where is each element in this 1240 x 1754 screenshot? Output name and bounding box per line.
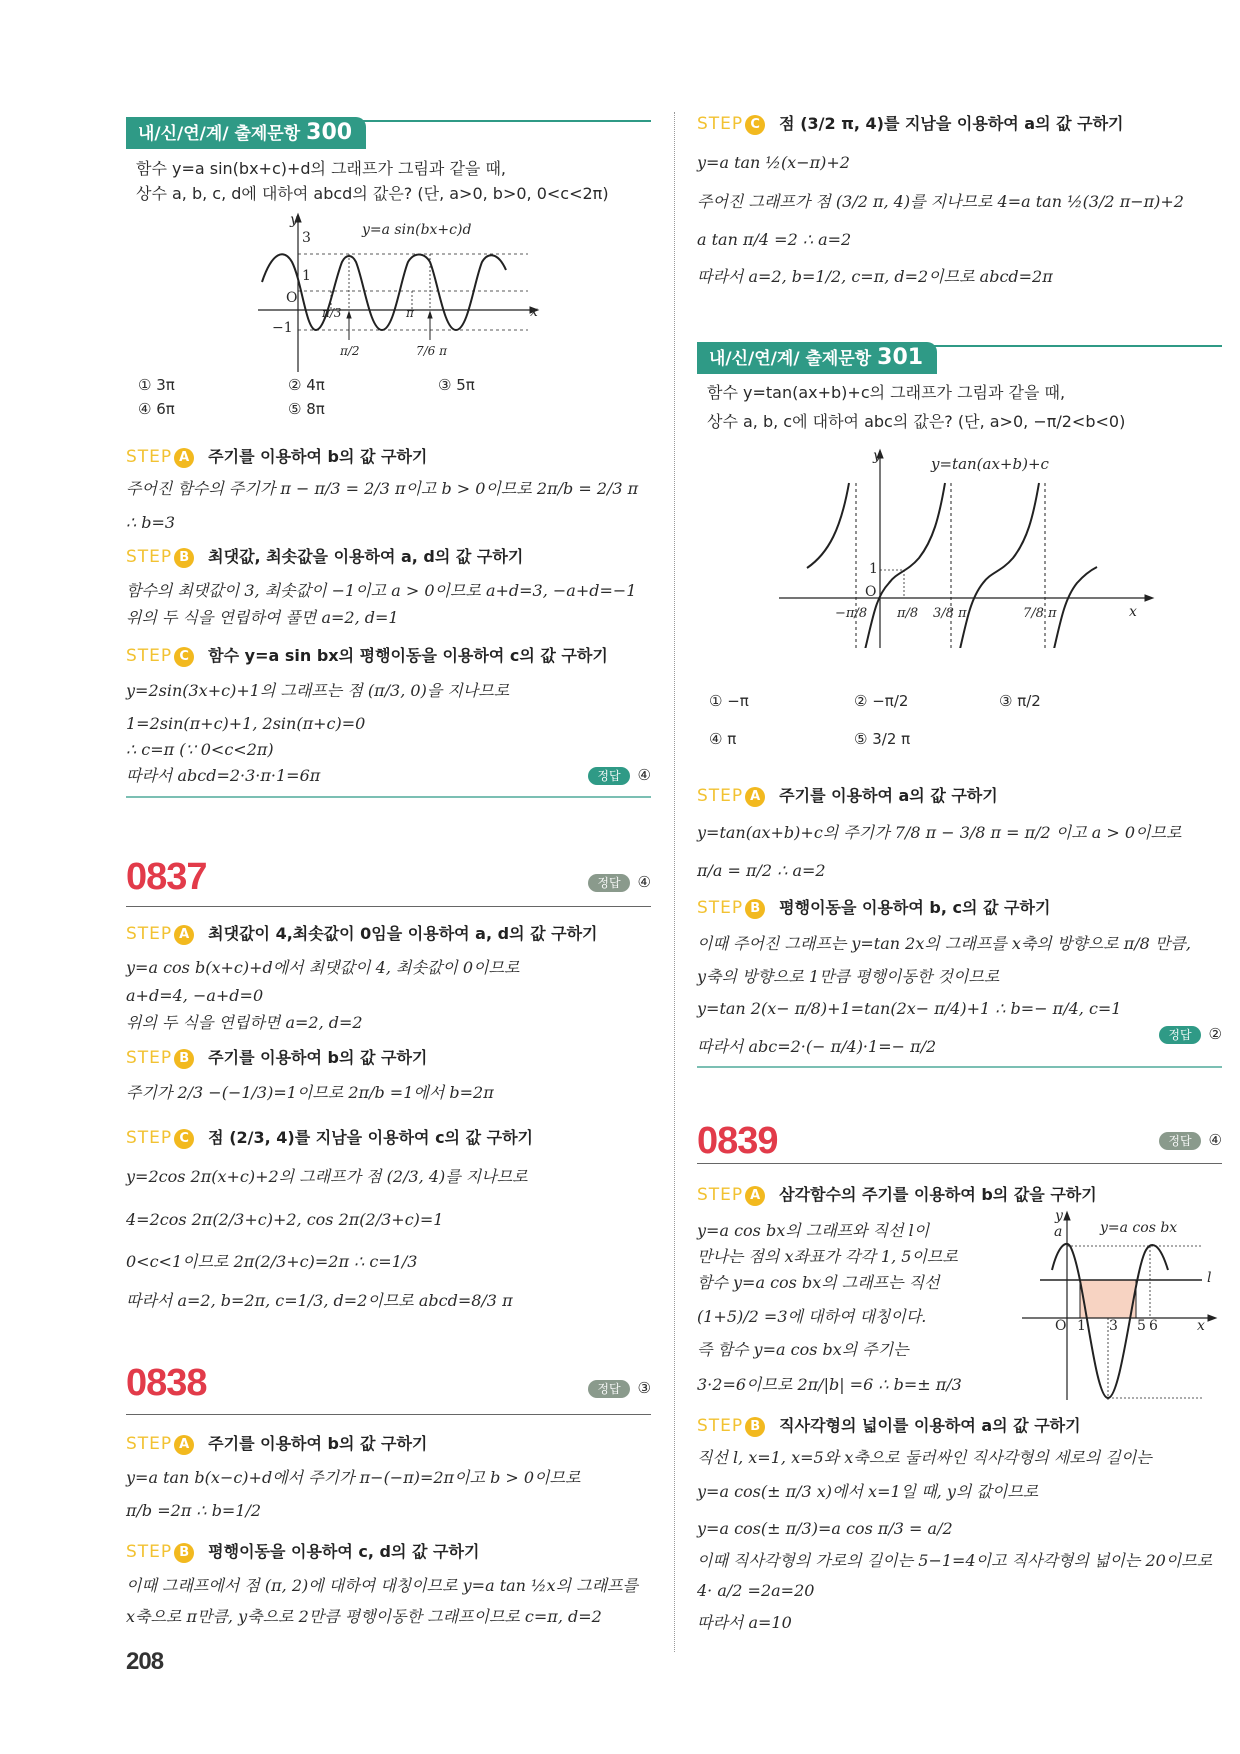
solution-line: ∴ b=3 [126,513,176,532]
naesin-tab [126,117,366,149]
choice-5[interactable]: ⑤ 8π [288,400,325,418]
step-badge-icon: A [174,448,194,468]
header-rule [897,345,1222,347]
x-tick-6: 6 [1149,1318,1158,1334]
choice-5[interactable]: ⑤ 3/2 π [854,730,911,748]
x-tick-3: 3 [1109,1318,1118,1334]
solution-line: 함수 y=a cos bx의 그래프는 직선 [697,1273,940,1292]
solution-line: 0<c<1이므로 2π(2/3+c)=2π ∴ c=1/3 [126,1252,418,1271]
y-tick-1: 1 [869,561,878,577]
naesin-header-301 [697,342,1222,376]
solution-line: 따라서 a=10 [697,1613,792,1632]
solution-line: y=a cos(± π/3 x)에서 x=1일 때, y의 값이므로 [697,1482,1039,1501]
solution-line: a tan π/4 =2 ∴ a=2 [697,230,852,249]
answer-badge [588,765,651,785]
step-title: 주기를 이용하여 b의 값 구하기 [208,1048,428,1067]
solution-line: y=a tan b(x−c)+d에서 주기가 π−(−π)=2π이고 b > 0이므로 [126,1468,581,1487]
solution-line: 함수의 최댓값이 3, 최솟값이 −1이고 a > 0이므로 a+d=3, −a+d=−1 [126,581,637,600]
step-a [126,1432,427,1456]
answer-badge [588,872,651,892]
choice-3[interactable]: ③ π/2 [999,692,1041,710]
solution-line: 4=2cos 2π(2/3+c)+2, cos 2π(2/3+c)=1 [126,1210,444,1229]
naesin-header-300 [126,117,651,151]
step-title: 평행이동을 이용하여 c, d의 값 구하기 [208,1542,480,1561]
answer-badge [588,1378,651,1398]
step-a [697,1183,1097,1207]
axis-x-label: x [530,304,538,320]
solution-line: y=a cos b(x+c)+d에서 최댓값이 4, 최솟값이 0이므로 [126,958,520,977]
answer-value: ④ [1208,1131,1222,1149]
naesin-tab-number: 300 [306,120,353,145]
origin-label: O [865,584,877,600]
axis-x-label: x [1129,604,1137,620]
step-b [126,1046,427,1070]
answer-pill: 정답 [588,767,629,785]
solution-line: 따라서 abc=2·(− π/4)·1=− π/2 [697,1037,937,1056]
question-line: 함수 y=a sin(bx+c)+d의 그래프가 그림과 같을 때, [136,159,507,178]
step-badge-icon: A [174,925,194,945]
x-tick-pi-8: π/8 [897,606,919,621]
step-badge-icon: C [174,1129,194,1149]
x-tick-3pi-8: 3/8 π [933,606,967,621]
x-tick-1: 1 [1077,1318,1086,1334]
solution-line: 이때 직사각형의 가로의 길이는 5−1=4이고 직사각형의 넓이는 20이므로 [697,1551,1213,1570]
solution-line: 따라서 abcd=2·3·π·1=6π [126,766,321,785]
choice-1[interactable]: ① 3π [138,376,175,394]
solution-line: π/a = π/2 ∴ a=2 [697,861,826,880]
x-tick-5: 5 [1137,1318,1146,1334]
left-column [126,0,651,1754]
x-tick-pi-2: π/2 [340,344,360,358]
step-label: STEP [126,1048,173,1068]
choice-1[interactable]: ① −π [709,692,749,710]
step-a [126,445,427,469]
step-b [697,896,1050,920]
y-tick-3: 3 [302,230,311,246]
solution-line: 4· a/2 =2a=20 [697,1581,815,1600]
x-tick-7pi-6: 7/6 π [416,344,448,358]
section-rule [126,796,651,798]
step-label: STEP [697,786,744,806]
step-badge-icon: A [174,1435,194,1455]
choice-4[interactable]: ④ π [709,730,737,748]
question-line: 함수 y=tan(ax+b)+c의 그래프가 그림과 같을 때, [707,383,1066,402]
answer-value: ④ [637,873,651,891]
step-title: 평행이동을 이용하여 b, c의 값 구하기 [779,898,1051,917]
solution-line: (1+5)/2 =3에 대하여 대칭이다. [697,1307,927,1326]
curve-label: y=a cos bx [1100,1220,1178,1236]
curve-label: y=tan(ax+b)+c [931,455,1049,473]
column-divider [674,112,675,1652]
solution-line: 이때 주어진 그래프는 y=tan 2x의 그래프를 x축의 방향으로 π/8 만큼, [697,934,1191,953]
solution-line: y=2cos 2π(x+c)+2의 그래프가 점 (2/3, 4)를 지나므로 [126,1167,528,1186]
naesin-tab-number: 301 [877,345,924,370]
step-title: 주기를 이용하여 a의 값 구하기 [779,786,998,805]
question-line: 상수 a, b, c, d에 대하여 abcd의 값은? (단, a>0, b>0, 0<c<2π) [136,184,609,203]
y-tick-neg1: −1 [272,320,293,336]
step-title: 주기를 이용하여 b의 값 구하기 [208,1434,428,1453]
step-a [697,784,998,808]
answer-pill: 정답 [588,1380,629,1398]
origin-label: O [1055,1318,1067,1334]
solution-line: π/b =2π ∴ b=1/2 [126,1501,262,1520]
solution-line: 직선 l, x=1, x=5와 x축으로 둘러싸인 직사각형의 세로의 길이는 [697,1448,1152,1467]
step-b [697,1414,1081,1438]
step-c [126,644,608,668]
answer-badge [1159,1130,1222,1150]
step-title: 점 (2/3, 4)를 지남을 이용하여 c의 값 구하기 [208,1128,533,1147]
line-l-label: l [1207,1270,1212,1286]
step-label: STEP [126,1434,173,1454]
cos-graph-figure [1022,1210,1222,1400]
solution-line: y=tan(ax+b)+c의 주기가 7/8 π − 3/8 π = π/2 이고 a > 0이므로 [697,823,1182,842]
solution-line: y=a cos bx의 그래프와 직선 l이 [697,1221,930,1240]
section-rule [697,1066,1222,1068]
step-b [126,545,523,569]
step-badge-icon: B [174,1049,194,1069]
right-column [697,0,1222,1754]
x-tick-pi-3: π/3 [322,306,342,320]
solution-line: 3·2=6이므로 2π/|b| =6 ∴ b=± π/3 [697,1375,962,1394]
step-label: STEP [126,447,173,467]
choice-2[interactable]: ② 4π [288,376,325,394]
answer-pill: 정답 [1159,1026,1200,1044]
solution-line: x축으로 π만큼, y축으로 2만큼 평행이동한 그래프이므로 c=π, d=2 [126,1607,602,1626]
question-line: 상수 a, b, c에 대하여 abc의 값은? (단, a>0, −π/2<b<0) [707,412,1126,431]
x-tick-pi: π [406,306,414,320]
axis-y-label: y [1055,1208,1063,1224]
step-label: STEP [697,114,744,134]
solution-line: 주어진 함수의 주기가 π − π/3 = 2/3 π이고 b > 0이므로 2π/b = 2/3 π [126,479,639,498]
x-tick-7pi-8: 7/8 π [1023,606,1057,621]
header-rule [326,120,651,122]
answer-pill: 정답 [588,874,629,892]
answer-value: ② [1208,1025,1222,1043]
solution-line: y=a cos(± π/3)=a cos π/3 = a/2 [697,1519,953,1538]
step-badge-icon: B [745,1417,765,1437]
naesin-tab-label: 내/신/연/계/ 출제문항 [138,124,301,144]
solution-line: 따라서 a=2, b=1/2, c=π, d=2이므로 abcd=2π [697,267,1053,286]
axis-y-label: y [290,212,298,228]
problem-number: 0839 [697,1120,778,1162]
step-badge-icon: B [174,1543,194,1563]
solution-line: 즉 함수 y=a cos bx의 주기는 [697,1340,909,1359]
axis-x-label: x [1197,1318,1205,1334]
choice-4[interactable]: ④ 6π [138,400,175,418]
step-badge-icon: B [745,899,765,919]
solution-line: a+d=4, −a+d=0 [126,986,264,1005]
step-badge-icon: A [745,1186,765,1206]
step-label: STEP [697,1416,744,1436]
solution-line: 1=2sin(π+c)+1, 2sin(π+c)=0 [126,714,366,733]
origin-label: O [286,290,298,306]
answer-pill: 정답 [1159,1132,1200,1150]
solution-line: 만나는 점의 x좌표가 각각 1, 5이므로 [697,1247,958,1266]
page-number: 208 [126,1648,164,1675]
solution-line: y축의 방향으로 1만큼 평행이동한 것이므로 [697,967,1000,986]
step-label: STEP [126,924,173,944]
solution-line: y=2sin(3x+c)+1의 그래프는 점 (π/3, 0)을 지나므로 [126,681,510,700]
step-label: STEP [697,1185,744,1205]
solution-line: 이때 그래프에서 점 (π, 2)에 대하여 대칭이므로 y=a tan ½x의 그래프를 [126,1576,638,1595]
problem-rule [126,1414,651,1415]
solution-line: 주어진 그래프가 점 (3/2 π, 4)를 지나므로 4=a tan ½(3/2 π−π)+2 [697,192,1184,211]
solution-line: y=a tan ½(x−π)+2 [697,153,850,172]
choice-3[interactable]: ③ 5π [438,376,475,394]
step-label: STEP [126,547,173,567]
step-label: STEP [126,1542,173,1562]
axis-y-label: y [873,448,881,464]
curve-label: y=a sin(bx+c)d [362,222,472,238]
step-title: 직사각형의 넓이를 이용하여 a의 값 구하기 [779,1416,1081,1435]
step-c [126,1126,533,1150]
problem-rule [697,1163,1222,1164]
solution-line: y=tan 2(x− π/8)+1=tan(2x− π/4)+1 ∴ b=− π/4, c=1 [697,999,1122,1018]
step-title: 점 (3/2 π, 4)를 지남을 이용하여 a의 값 구하기 [779,114,1124,133]
step-badge-icon: C [174,647,194,667]
step-title: 주기를 이용하여 b의 값 구하기 [208,447,428,466]
step-title: 최댓값이 4,최솟값이 0임을 이용하여 a, d의 값 구하기 [208,924,598,943]
problem-number: 0837 [126,856,207,898]
step-badge-icon: A [745,787,765,807]
solution-line: 주기가 2/3 −(−1/3)=1이므로 2π/b =1에서 b=2π [126,1083,494,1102]
step-title: 최댓값, 최솟값을 이용하여 a, d의 값 구하기 [208,547,524,566]
step-b [126,1540,479,1564]
choice-2[interactable]: ② −π/2 [854,692,909,710]
step-a [126,922,598,946]
solution-line: 따라서 a=2, b=2π, c=1/3, d=2이므로 abcd=8/3 π [126,1291,513,1310]
step-label: STEP [697,898,744,918]
answer-value: ④ [637,766,651,784]
step-label: STEP [126,1128,173,1148]
problem-rule [126,906,651,907]
solution-line: 위의 두 식을 연립하여 풀면 a=2, d=1 [126,608,399,627]
problem-number: 0838 [126,1362,207,1404]
y-tick-1: 1 [302,268,311,284]
step-badge-icon: B [174,548,194,568]
answer-value: ③ [637,1379,651,1397]
step-c [697,112,1124,136]
step-badge-icon: C [745,115,765,135]
y-tick-a: a [1054,1224,1063,1240]
answer-badge [1159,1024,1222,1044]
step-title: 삼각함수의 주기를 이용하여 b의 값을 구하기 [779,1185,1097,1204]
x-tick-neg-pi-8: −π/8 [835,606,868,621]
solution-line: ∴ c=π (∵ 0<c<2π) [126,740,274,759]
step-title: 함수 y=a sin bx의 평행이동을 이용하여 c의 값 구하기 [208,646,608,665]
naesin-tab-label: 내/신/연/계/ 출제문항 [709,349,872,369]
naesin-tab [697,342,937,374]
solution-line: 위의 두 식을 연립하면 a=2, d=2 [126,1013,363,1032]
step-label: STEP [126,646,173,666]
